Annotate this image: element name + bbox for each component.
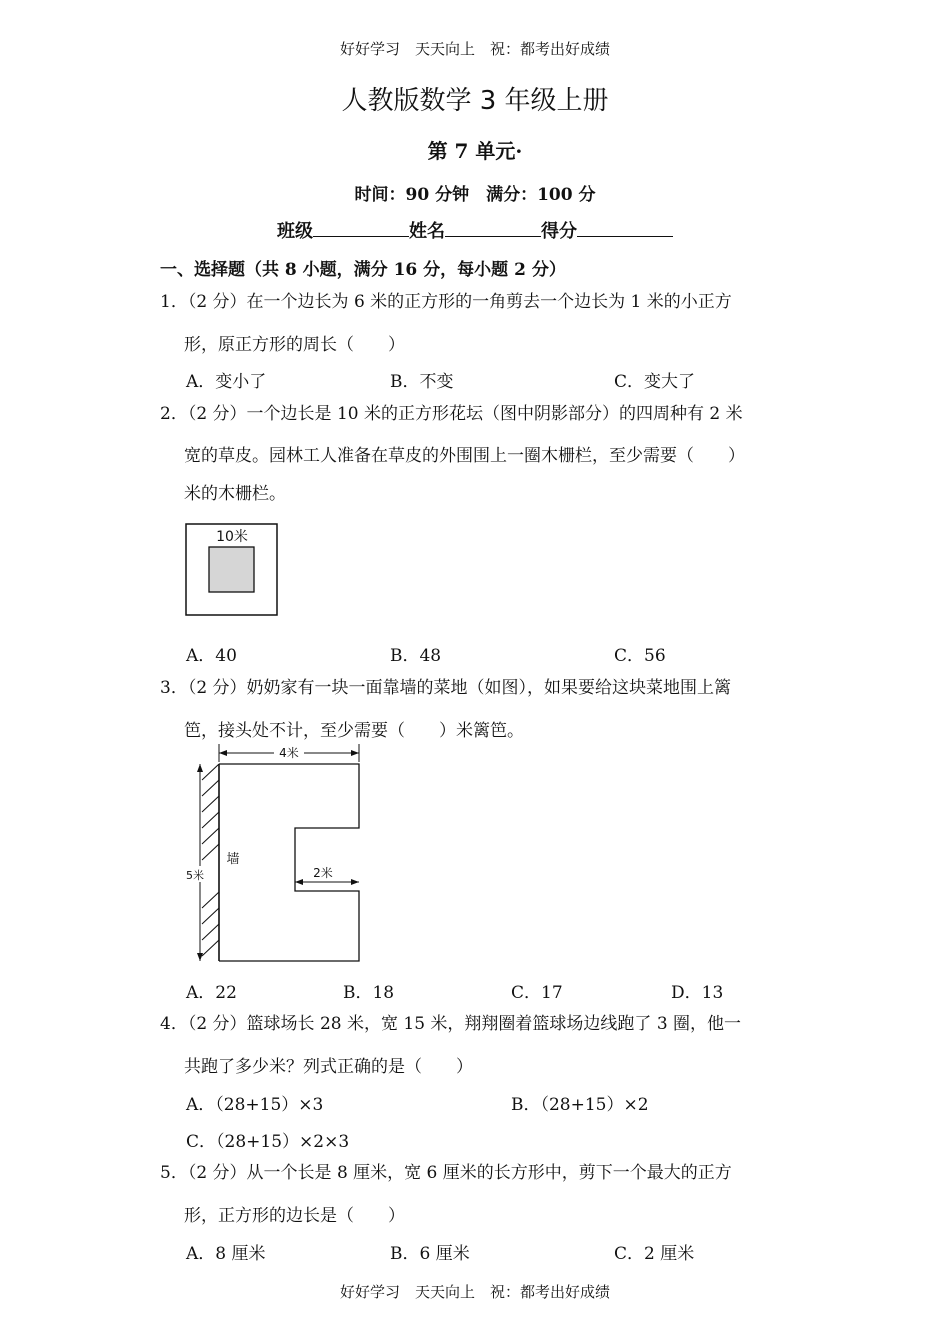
q5-line1: 5．（2 分）从一个长是 8 厘米，宽 6 厘米的长方形中，剪下一个最大的正方	[160, 1163, 732, 1183]
student-info-line	[0, 217, 950, 243]
name-blank	[445, 218, 541, 237]
q3-option-b: B．18	[343, 983, 395, 1003]
q3-option-d: D．13	[671, 983, 724, 1003]
q3-option-c: C．17	[511, 983, 563, 1003]
q2-figure	[184, 522, 280, 618]
q3-line1: 3．（2 分）奶奶家有一块一面靠墙的菜地（如图），如果要给这块菜地围上篱	[160, 678, 732, 698]
q3-top-label: 4米	[279, 746, 299, 760]
section-title: 一、选择题（共 8 小题，满分 16 分，每小题 2 分）	[160, 260, 566, 280]
q3-wall-label: 墙	[226, 852, 240, 867]
q3-figure	[180, 740, 370, 970]
q2-option-b: B．48	[390, 646, 442, 666]
q5-option-a: A．8 厘米	[186, 1244, 266, 1264]
q5-line2: 形，正方形的边长是（ ）	[184, 1206, 405, 1226]
q2-option-c: C．56	[614, 646, 666, 666]
q5-option-b: B．6 厘米	[390, 1244, 470, 1264]
q1-option-c: C．变大了	[614, 372, 696, 392]
arrow-right-icon	[351, 750, 359, 756]
q1-line2: 形，原正方形的周长（ ）	[184, 335, 405, 355]
q3-option-a: A．22	[186, 983, 237, 1003]
q4-option-c: C．（28+15）×2×3	[186, 1132, 350, 1152]
q3-notch-label: 2米	[313, 866, 333, 880]
score-blank	[577, 218, 673, 237]
garden-outline	[219, 764, 359, 961]
q1-line1: 1．（2 分）在一个边长为 6 米的正方形的一角剪去一个边长为 1 米的小正方	[160, 292, 732, 312]
q1-option-a: A．变小了	[186, 372, 267, 392]
q4-option-b: B．（28+15）×2	[511, 1095, 649, 1115]
q1-option-b: B．不变	[390, 372, 454, 392]
class-blank	[313, 218, 409, 237]
q3-line2: 笆，接头处不计，至少需要（ ）米篱笆。	[184, 721, 524, 741]
q4-option-a: A．（28+15）×3	[186, 1095, 324, 1115]
wall-hatching	[202, 764, 219, 956]
q5-option-c: C．2 厘米	[614, 1244, 695, 1264]
arrow-up-icon	[197, 764, 203, 772]
q2-line3: 米的木栅栏。	[184, 484, 286, 504]
time-score: 时间：90 分钟 满分：100 分	[354, 185, 596, 205]
q2-line1: 2．（2 分）一个边长是 10 米的正方形花坛（图中阴影部分）的四周种有 2 米	[160, 404, 743, 424]
notch-arrow-left-icon	[295, 879, 303, 885]
name-label: 姓名	[409, 221, 445, 242]
page-header: 好好学习 天天向上 祝：都考出好成绩	[339, 40, 610, 58]
q2-option-a: A．40	[186, 646, 237, 666]
q4-line2: 共跑了多少米？列式正确的是（ ）	[184, 1057, 473, 1077]
q4-line1: 4．（2 分）篮球场长 28 米，宽 15 米，翔翔圈着篮球场边线跑了 3 圈，他一	[160, 1014, 742, 1034]
notch-arrow-right-icon	[351, 879, 359, 885]
class-label: 班级	[277, 221, 313, 242]
page-footer: 好好学习 天天向上 祝：都考出好成绩	[339, 1283, 610, 1301]
arrow-down-icon	[197, 953, 203, 961]
arrow-left-icon	[219, 750, 227, 756]
q3-left-label: 5米	[186, 869, 204, 882]
score-label: 得分	[541, 221, 577, 242]
q2-line2: 宽的草皮。园林工人准备在草皮的外围围上一圈木栅栏，至少需要（ ）	[184, 446, 745, 466]
unit-title: 第 7 单元·	[427, 139, 523, 163]
page-title: 人教版数学 3 年级上册	[341, 86, 609, 116]
q2-figure-label: 10米	[216, 529, 248, 545]
flowerbed-square	[209, 547, 254, 592]
